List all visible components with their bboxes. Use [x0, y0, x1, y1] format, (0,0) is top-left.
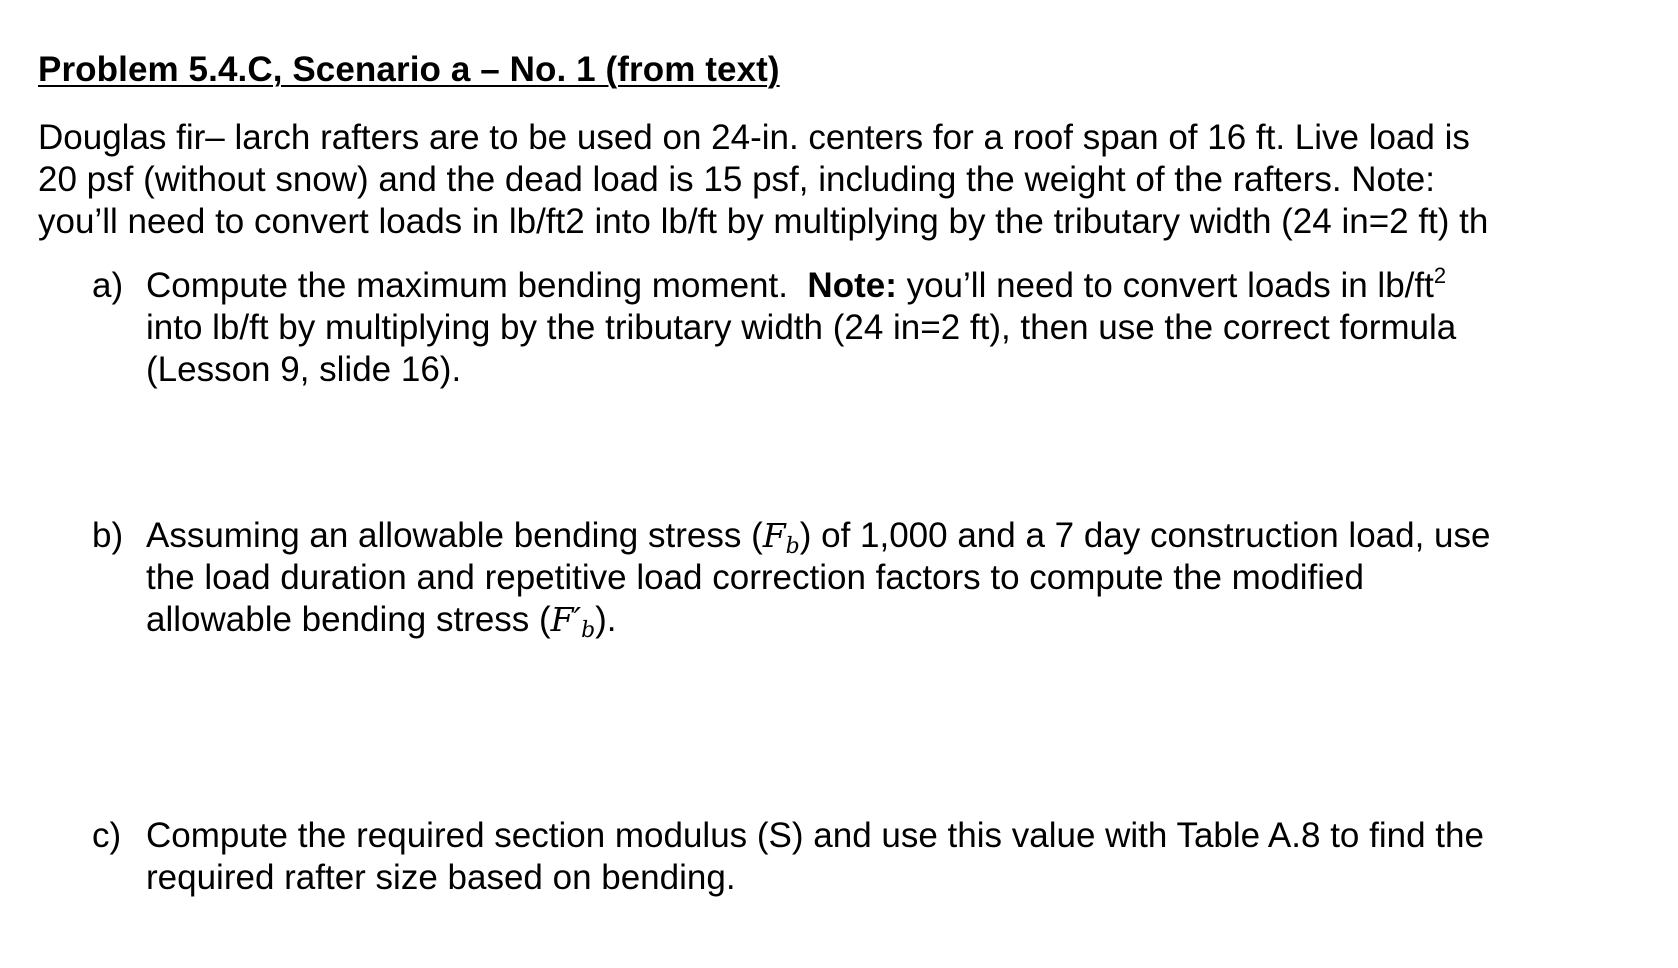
- problem-statement: [38, 117, 1658, 243]
- fb-symbol-subscript: b: [785, 534, 800, 559]
- question-b-text: [146, 515, 1646, 641]
- question-b-prompt: Assuming an allowable bending stress (: [146, 516, 763, 555]
- problem-title: Problem 5.4.C, Scenario a – No. 1 (from text): [38, 50, 780, 89]
- question-b-line: [146, 599, 1646, 641]
- question-a-line: [146, 265, 1646, 307]
- problem-statement-line: 20 psf (without snow) and the dead load is 15 psf, including the weight of the rafters. Note:: [38, 160, 1435, 199]
- question-c-text: [146, 815, 1646, 899]
- question-a-text: [146, 265, 1646, 391]
- fpb-symbol-base: F′: [550, 600, 582, 639]
- question-c-marker: c): [92, 816, 122, 855]
- superscript-two: 2: [1433, 263, 1447, 288]
- question-a-prompt: Compute the maximum bending moment.: [146, 266, 808, 305]
- question-a-note-text: you’ll need to convert loads in lb/ft: [896, 266, 1434, 305]
- question-b-marker: b): [92, 516, 124, 555]
- question-b-prompt-end: ) of 1,000 and a 7 day construction load, use: [799, 516, 1491, 555]
- problem-statement-line: you’ll need to convert loads in lb/ft2 into lb/ft by multiplying by the tributary width (24 in=2 ft) th: [38, 202, 1489, 241]
- question-a-marker: a): [92, 266, 124, 305]
- problem-statement-line: Douglas fir– larch rafters are to be used on 24-in. centers for a roof span of 16 ft. Live load is: [38, 118, 1470, 157]
- fpb-symbol: [550, 600, 596, 643]
- question-a-line: into lb/ft by multiplying by the tributary width (24 in=2 ft), then use the correct formula: [146, 308, 1457, 347]
- fb-symbol: [762, 516, 800, 559]
- question-b-line3-end: ).: [595, 600, 617, 639]
- question-b-line: the load duration and repetitive load correction factors to compute the modified: [146, 558, 1364, 597]
- fb-symbol-base: F: [762, 516, 786, 555]
- question-c-line: Compute the required section modulus (S) and use this value with Table A.8 to find the: [146, 816, 1484, 855]
- question-c-line: required rafter size based on bending.: [146, 858, 736, 897]
- question-b-line3-start: allowable bending stress (: [146, 600, 551, 639]
- fpb-symbol-subscript: b: [581, 618, 596, 643]
- question-a-line: (Lesson 9, slide 16).: [146, 350, 462, 389]
- question-b-line: [146, 515, 1646, 557]
- note-label: Note:: [807, 266, 897, 305]
